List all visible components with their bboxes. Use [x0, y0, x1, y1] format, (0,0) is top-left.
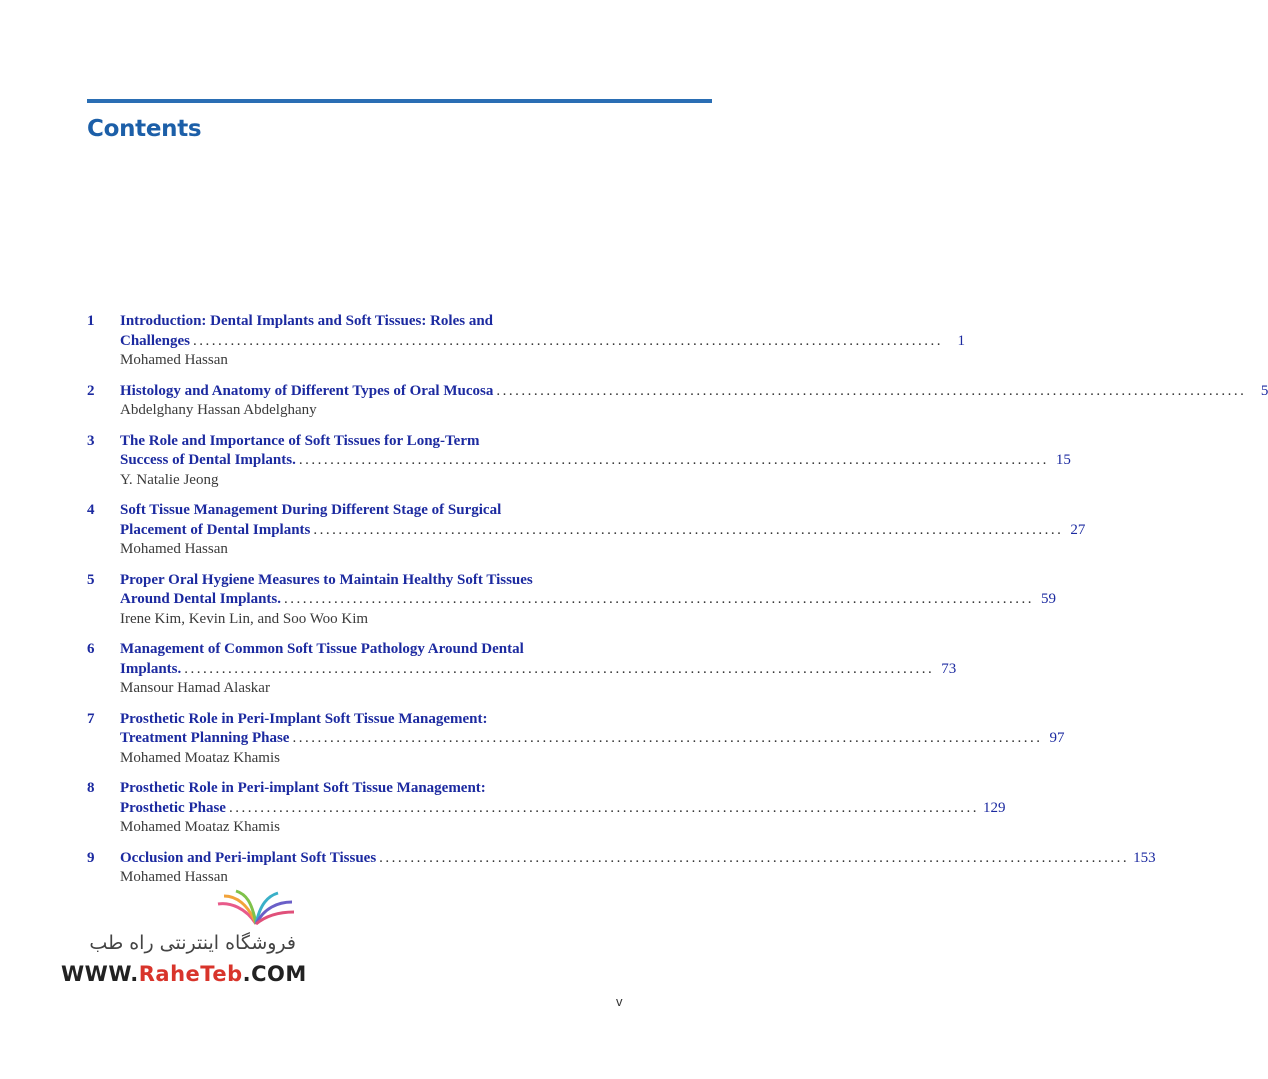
dot-leader: ........................................................................................................................ [184, 660, 935, 677]
chapter-title-line: Placement of Dental Implants [120, 521, 311, 538]
page-number-ref: 1 [957, 332, 966, 349]
chapter-title-line: Introduction: Dental Implants and Soft Tissues: Roles and [120, 313, 494, 329]
page-title: Contents [87, 116, 202, 142]
chapter-number: 9 [87, 849, 95, 866]
dot-leader: ........................................................................................................................ [496, 382, 1247, 399]
chapter-author: Mohamed Hassan [120, 869, 228, 885]
chapter-number: 6 [87, 641, 95, 657]
chapter-author: Y. Natalie Jeong [120, 471, 219, 488]
chapter-title-line: Prosthetic Role in Peri-Implant Soft Tissue Management: [120, 710, 488, 727]
chapter-number: 3 [87, 432, 95, 449]
toc-entry[interactable] [87, 710, 1065, 769]
toc-entry[interactable] [87, 432, 1071, 491]
toc-entry[interactable] [87, 640, 957, 699]
chapter-author: Mohamed Hassan [120, 541, 228, 557]
dot-leader: ........................................................................................................................ [379, 849, 1130, 866]
chapter-title-line: Treatment Planning Phase [120, 730, 290, 746]
page-number-ref: 27 [1070, 521, 1086, 538]
page-number-ref: 153 [1133, 849, 1156, 866]
chapter-number: 1 [87, 313, 95, 329]
page-number-ref: 15 [1055, 452, 1071, 468]
chapter-title-line: Implants. [120, 660, 182, 677]
chapter-title-line: The Role and Importance of Soft Tissues for Long-Term [120, 432, 480, 449]
chapter-number: 4 [87, 502, 95, 518]
chapter-title-line: Challenges [120, 332, 191, 349]
toc-entry[interactable] [87, 382, 1268, 421]
dot-leader: ........................................................................................................................ [228, 799, 979, 816]
watermark-logo [56, 890, 306, 990]
chapter-title-line: Management of Common Soft Tissue Pathology Around Dental [120, 641, 524, 657]
page-number-ref: 73 [941, 660, 957, 677]
dot-leader: ........................................................................................................................ [292, 730, 1043, 746]
chapter-author: Mohamed Moataz Khamis [120, 749, 280, 766]
book-logo-icon [216, 890, 296, 930]
toc-entry[interactable] [87, 312, 966, 371]
chapter-author: Mohamed Moataz Khamis [120, 819, 280, 835]
chapter-author: Abdelghany Hassan Abdelghany [120, 402, 317, 418]
chapter-title-line: Histology and Anatomy of Different Types of Oral Mucosa [120, 382, 494, 399]
page-number-ref: 129 [982, 799, 1006, 816]
page-number: v [616, 994, 623, 1009]
header-rule [87, 99, 712, 103]
dot-leader: ........................................................................................................................ [284, 591, 1035, 607]
watermark-persian-text: فروشگاه اینترنتی راه طب [89, 932, 296, 954]
chapter-title-line: Success of Dental Implants. [120, 452, 296, 468]
chapter-author: Mohamed Hassan [120, 352, 228, 368]
dot-leader: ........................................................................................................................ [298, 452, 1049, 468]
chapter-title-line: Around Dental Implants. [120, 591, 282, 607]
chapter-number: 2 [87, 382, 95, 399]
watermark-url-suffix: .COM [242, 962, 307, 986]
chapter-author: Mansour Hamad Alaskar [120, 680, 270, 696]
watermark-url-brand: RaheTeb [138, 962, 243, 986]
table-of-contents [87, 312, 1268, 899]
toc-entry[interactable] [87, 501, 1086, 560]
chapter-number: 5 [87, 571, 95, 588]
toc-entry[interactable] [87, 849, 1156, 888]
dot-leader: ........................................................................................................................ [313, 521, 1064, 538]
page-number-ref: 59 [1041, 591, 1057, 607]
toc-entry[interactable] [87, 571, 1057, 630]
toc-entry[interactable] [87, 779, 1006, 838]
chapter-title-line: Proper Oral Hygiene Measures to Maintain Healthy Soft Tissues [120, 571, 533, 588]
chapter-number: 8 [87, 780, 95, 796]
watermark-url [61, 962, 307, 986]
chapter-title-line: Prosthetic Role in Peri-implant Soft Tissue Management: [120, 780, 486, 796]
chapter-title-line: Occlusion and Peri-implant Soft Tissues [120, 849, 377, 866]
dot-leader: ........................................................................................................................ [193, 332, 944, 349]
chapter-title-line: Prosthetic Phase [120, 799, 226, 816]
page-number-ref: 5 [1260, 382, 1268, 399]
watermark-url-prefix: WWW. [61, 962, 139, 986]
chapter-number: 7 [87, 710, 95, 727]
page-number-ref: 97 [1049, 730, 1065, 746]
chapter-author: Irene Kim, Kevin Lin, and Soo Woo Kim [120, 610, 369, 627]
chapter-title-line: Soft Tissue Management During Different Stage of Surgical [120, 502, 502, 518]
